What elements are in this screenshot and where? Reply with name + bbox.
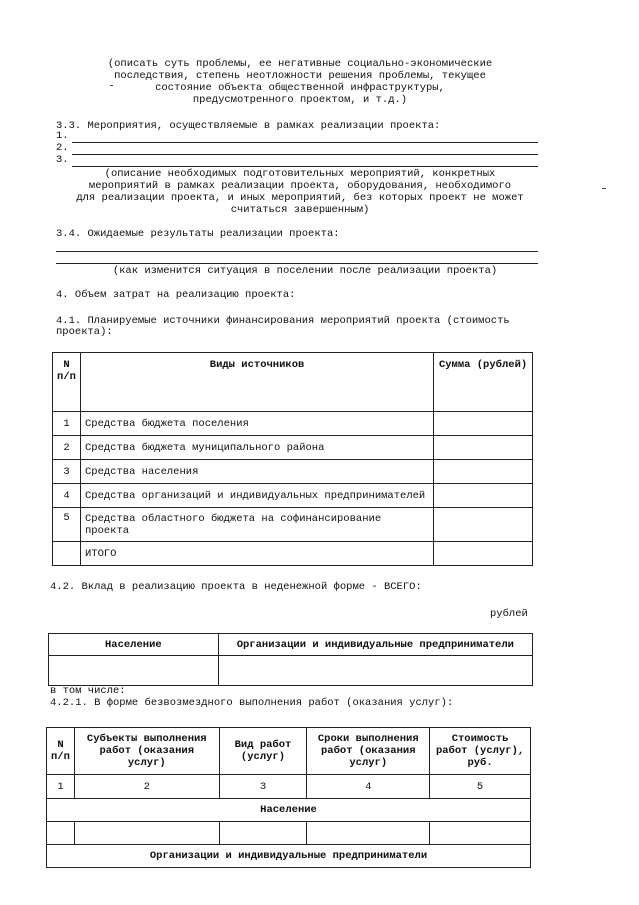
- scan-mark: [602, 188, 606, 189]
- sources-table: [52, 352, 533, 566]
- s33-desc-2: мероприятий в рамках реализации проекта, оборудования, необходимого: [88, 180, 512, 192]
- s33-desc-1: (описание необходимых подготовительных мероприятий, конкретных: [104, 168, 496, 180]
- table-row: [47, 822, 531, 845]
- s33-item-2: 2.: [56, 142, 69, 154]
- th-source: Виды источников: [80, 353, 433, 412]
- cell-organizations: [218, 656, 532, 686]
- s33-item-1: 1.: [56, 130, 69, 142]
- th-cost: Стоимость работ (услуг), руб.: [430, 728, 531, 775]
- th-num: N п/п: [53, 353, 81, 412]
- col-num-1: 1: [47, 775, 75, 799]
- desc1-line4: предусмотренного проектом, и т.д.): [192, 94, 408, 106]
- cell: [219, 822, 307, 845]
- row-name: Средства организаций и индивидуальных предпринимателей: [80, 484, 433, 508]
- th-sum: Сумма (рублей): [434, 353, 533, 412]
- cell-population: [49, 656, 219, 686]
- row-num: 3: [53, 460, 81, 484]
- row-name: Средства населения: [80, 460, 433, 484]
- s33-line-2: [72, 154, 538, 155]
- col-num-2: 2: [74, 775, 219, 799]
- table-row: [53, 460, 533, 484]
- s42-unit: рублей: [490, 608, 528, 620]
- table-row: [53, 484, 533, 508]
- row-sum: [434, 412, 533, 436]
- th-organizations: Организации и индивидуальные предприниматели: [218, 634, 532, 656]
- table-row: [53, 436, 533, 460]
- works-table: [46, 727, 531, 868]
- row-num: 5: [53, 508, 81, 542]
- s34-title: 3.4. Ожидаемые результаты реализации проекта:: [56, 228, 340, 240]
- section-organizations: Организации и индивидуальные предприниматели: [47, 845, 531, 868]
- cell: [74, 822, 219, 845]
- s41-title-2: проекта):: [56, 326, 113, 338]
- s33-desc-4: считаться завершенным): [230, 204, 370, 216]
- row-num: 2: [53, 436, 81, 460]
- row-sum: [434, 508, 533, 542]
- th-population: Население: [49, 634, 219, 656]
- s42-title: 4.2. Вклад в реализацию проекта в неденежной форме - ВСЕГО:: [50, 581, 422, 593]
- table-row: [53, 412, 533, 436]
- section-population: Население: [47, 799, 531, 822]
- cell: [307, 822, 430, 845]
- s34-line-2: [56, 263, 538, 264]
- table-row: [53, 508, 533, 542]
- total-sum: [434, 542, 533, 566]
- s42-incl: в том числе:: [50, 685, 126, 697]
- total-label: ИТОГО: [80, 542, 433, 566]
- col-num-3: 3: [219, 775, 307, 799]
- s421-title: 4.2.1. В форме безвозмездного выполнения работ (оказания услуг):: [50, 697, 454, 709]
- s33-line-3: [72, 166, 538, 167]
- row-num: 4: [53, 484, 81, 508]
- row-sum: [434, 484, 533, 508]
- total-num: [53, 542, 81, 566]
- s33-item-3: 3.: [56, 154, 69, 166]
- nonmonetary-table: [48, 633, 533, 686]
- th-terms: Сроки выполнения работ (оказания услуг): [307, 728, 430, 775]
- row-sum: [434, 436, 533, 460]
- row-sum: [434, 460, 533, 484]
- numbers-row: [47, 775, 531, 799]
- cell: [430, 822, 531, 845]
- th-kind: Вид работ (услуг): [219, 728, 307, 775]
- th-num: N п/п: [47, 728, 75, 775]
- s34-desc: (как изменится ситуация в поселении после реализации проекта): [112, 265, 498, 277]
- scan-mark: [110, 85, 113, 86]
- s41-title-1: 4.1. Планируемые источники финансирования мероприятий проекта (стоимость: [56, 315, 510, 327]
- total-row: [53, 542, 533, 566]
- s33-title: 3.3. Мероприятия, осуществляемые в рамках реализации проекта:: [56, 120, 441, 132]
- col-num-4: 4: [307, 775, 430, 799]
- s33-line-1: [72, 142, 538, 143]
- row-name: Средства областного бюджета на софинансирование проекта: [80, 508, 433, 542]
- desc1-line2: последствия, степень неотложности решения проблемы, текущее: [114, 70, 486, 82]
- col-num-5: 5: [430, 775, 531, 799]
- s34-line-1: [56, 251, 538, 252]
- desc1-line3: состояние объекта общественной инфраструктуры,: [155, 82, 445, 94]
- s33-desc-3: для реализации проекта, и иных мероприятий, без которых проект не может: [76, 192, 524, 204]
- row-num: 1: [53, 412, 81, 436]
- desc1-line1: (описать суть проблемы, ее негативные социально-экономические: [107, 58, 493, 70]
- s4-title: 4. Объем затрат на реализацию проекта:: [56, 289, 296, 301]
- cell: [47, 822, 75, 845]
- th-subjects: Субъекты выполнения работ (оказания услуг): [74, 728, 219, 775]
- row-name: Средства бюджета муниципального района: [80, 436, 433, 460]
- row-name: Средства бюджета поселения: [80, 412, 433, 436]
